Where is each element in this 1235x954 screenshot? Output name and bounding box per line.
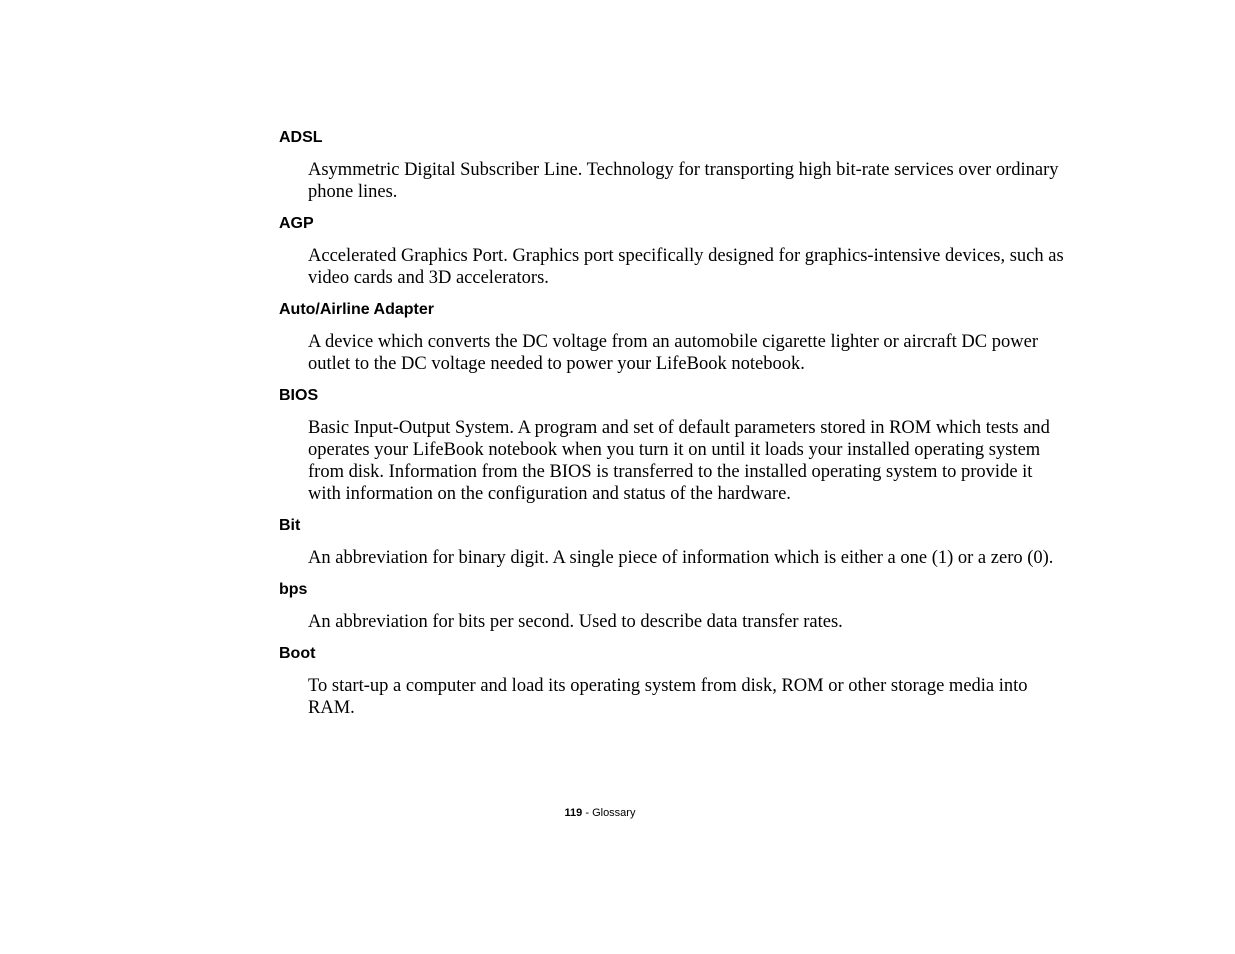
footer-section-name: Glossary — [592, 807, 636, 819]
glossary-entry — [279, 579, 1069, 643]
glossary-term: ADSL — [279, 129, 323, 146]
glossary-term: AGP — [279, 215, 314, 232]
glossary-entry — [279, 643, 1069, 729]
glossary-term: Auto/Airline Adapter — [279, 301, 434, 318]
page-footer — [0, 806, 1200, 820]
glossary-entry — [279, 299, 1069, 385]
glossary-definition: Accelerated Graphics Port. Graphics port specifically designed for graphics-intensive devices, such as video cards and 3D accelerators. — [308, 246, 1064, 288]
glossary-entry — [279, 515, 1069, 579]
glossary-definition: An abbreviation for bits per second. Used to describe data transfer rates. — [308, 612, 843, 632]
glossary-term: bps — [279, 581, 308, 598]
glossary-definition: A device which converts the DC voltage from an automobile cigarette lighter or aircraft DC power outlet to the DC voltage needed to power your LifeBook notebook. — [308, 332, 1038, 374]
footer-separator: - — [582, 807, 593, 819]
glossary-entry — [279, 213, 1069, 299]
glossary-entry — [279, 385, 1069, 515]
glossary-definition: Asymmetric Digital Subscriber Line. Technology for transporting high bit-rate services over ordinary phone lines. — [308, 160, 1059, 202]
glossary-definition: Basic Input-Output System. A program and set of default parameters stored in ROM which tests and operates your LifeBook notebook when you turn it on until it loads your installed operating system from disk. Information from the BIOS is transferred to the installed operating system to provide it with information on the configuration and status of the hardware. — [308, 418, 1050, 504]
page-number: 119 — [564, 807, 583, 819]
glossary-term: Boot — [279, 645, 316, 662]
glossary-list — [279, 127, 1069, 729]
glossary-term: BIOS — [279, 387, 319, 404]
glossary-entry — [279, 127, 1069, 213]
glossary-definition: To start-up a computer and load its operating system from disk, ROM or other storage media into RAM. — [308, 676, 1028, 718]
glossary-term: Bit — [279, 517, 301, 534]
glossary-definition: An abbreviation for binary digit. A single piece of information which is either a one (1) or a zero (0). — [308, 548, 1054, 568]
